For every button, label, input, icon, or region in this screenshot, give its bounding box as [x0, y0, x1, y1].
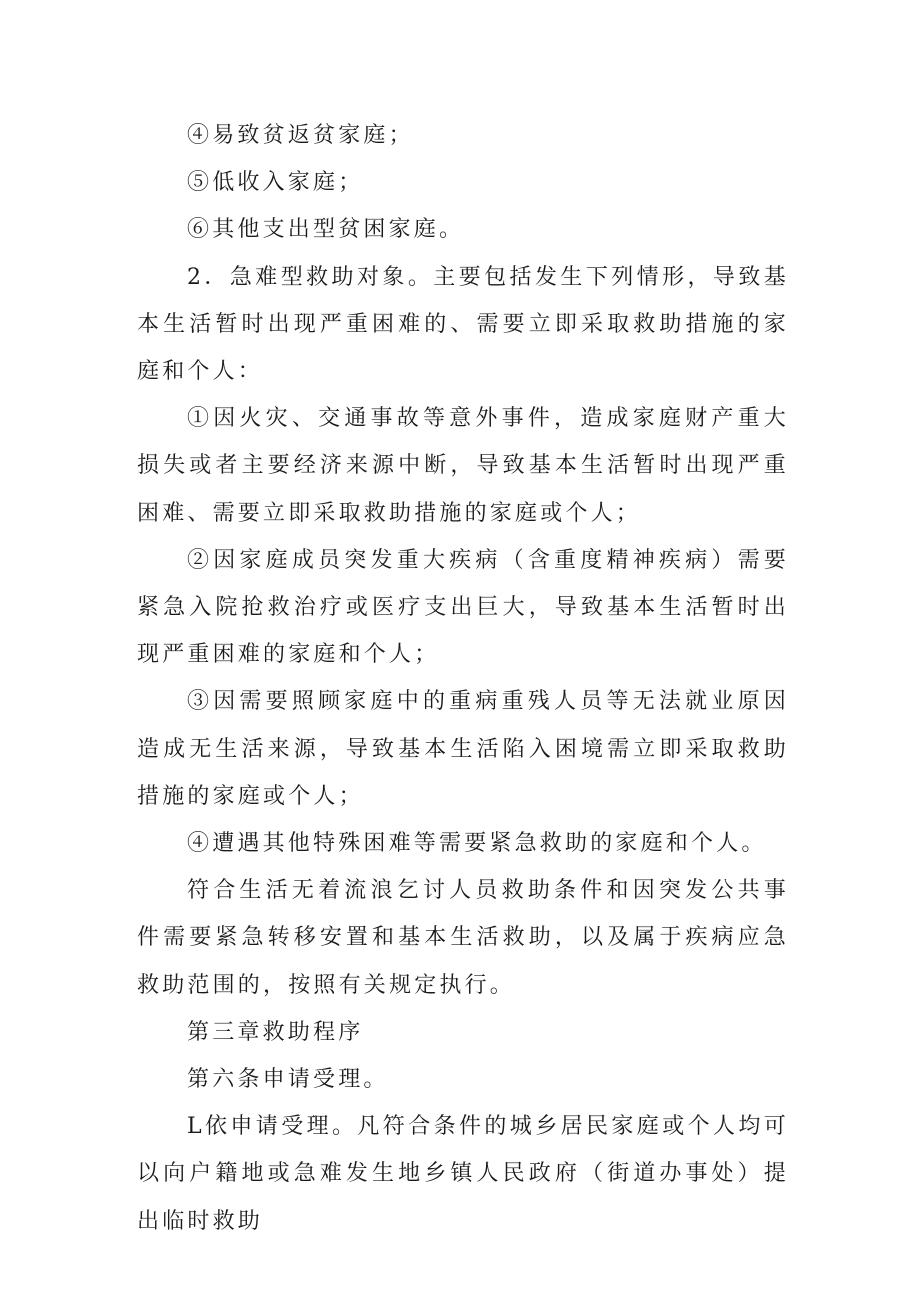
list-item-poverty-return-households: ④易致贫返贫家庭；	[187, 123, 414, 148]
list-item-other-special-difficulties: ④遭遇其他特殊困难等需要紧急救助的家庭和个人。	[187, 831, 767, 857]
list-item-low-income-households: ⑤低收入家庭；	[187, 170, 364, 196]
vagrant-and-public-events-paragraph: 符合生活无着流浪乞讨人员救助条件和因突发公共事件需要紧急转移安置和基本生活救助，以及属于疾病应急救助范围的，按照有关规定执行。	[137, 878, 789, 998]
list-item-accident-events: ①因火灾、交通事故等意外事件，造成家庭财产重大损失或者主要经济来源中断，导致基本生活暂时出现严重困难、需要立即采取救助措施的家庭或个人；	[137, 406, 789, 526]
list-item-caregiving-no-income: ③因需要照顾家庭中的重病重残人员等无法就业原因造成无生活来源，导致基本生活陷入困境需立即采取救助措施的家庭或个人；	[137, 689, 789, 809]
article-heading: 第六条申请受理。	[187, 1067, 389, 1093]
emergency-aid-recipients-paragraph: 2．急难型救助对象。主要包括发生下列情形，导致基本生活暂时出现严重困难的、需要立即采取救助措施的家庭和个人：	[137, 264, 789, 385]
list-item-other-expenditure-households: ⑥其他支出型贫困家庭。	[187, 217, 465, 243]
chapter-heading: 第三章救助程序	[187, 1019, 364, 1045]
list-item-major-illness: ②因家庭成员突发重大疾病（含重度精神疾病）需要紧急入院抢救治疗或医疗支出巨大，导致基本生活暂时出现严重困难的家庭和个人；	[137, 547, 789, 668]
document-body	[137, 112, 789, 1245]
application-acceptance-paragraph: L依申请受理。凡符合条件的城乡居民家庭或个人均可以向户籍地或急难发生地乡镇人民政府（街道办事处）提出临时救助	[137, 1114, 789, 1234]
